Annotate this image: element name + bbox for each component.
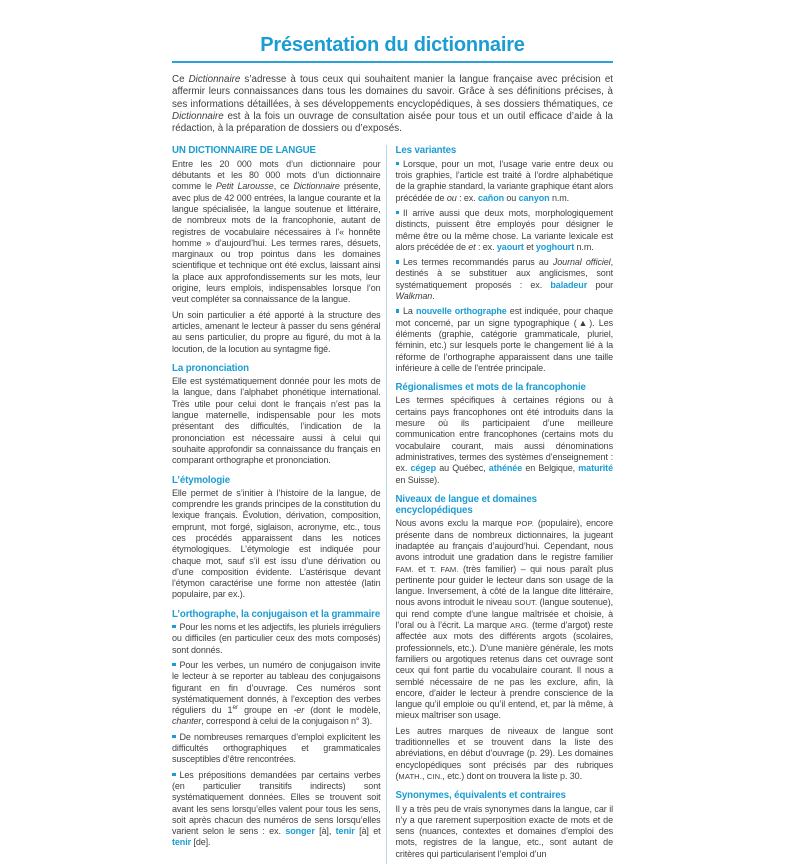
bullet-square-icon <box>172 735 176 739</box>
bullet-text: Les termes recommandés parus au Journal officiel, destinés à se substituer aux anglicismes, sont systématiquement proposés : ex. baladeur pour Walkman. <box>395 257 613 302</box>
bullet-text: Les prépositions demandées par certains verbes (en particulier transitifs indirects) sont systématiquement données. Elles se trouvent soit avant les sens lorsqu’elles valent pour tous les sens, soit après chacun des numéros de sens lorsqu’elles varient selon le sens : ex. songer [à], tenir [à] et tenir [de]. <box>172 769 381 848</box>
bullet-text: De nombreuses remarques d’emploi explicitent les difficultés orthographiques et grammaticales susceptibles d’être rencontrées. <box>172 731 381 765</box>
section-heading-regionalismes: Régionalismes et mots de la francophonie <box>395 382 586 394</box>
bullet-text: Pour les verbes, un numéro de conjugaison invite le lecteur à se reporter au tableau des conjugaisons figurant en fin d’ouvrage. Ces numéros sont systématiquement donnés, à l’exception des verbes réguliers du 1er groupe en -er (dont le modèle, chanter, correspond à celui de la conjugaison n° 3). <box>172 659 381 727</box>
paragraph: Elle permet de s’initier à l’histoire de la langue, de comprendre les grands principes de la constitution du lexique français. Évolution, dérivation, composition, emprunt, mot forgé, siglaison, acronyme, etc., tous ces procédés apparaissent dans les notices étymologiques. L’étymologie est indiquée pour chaque mot, sauf s’il est issu d’une dérivation ou d’une composition évidente. L’astérisque devant l’étymon caractérise une forme non attestée (latin populaire, par ex.). <box>172 487 381 600</box>
section-heading-etymologie: L’étymologie <box>172 474 231 486</box>
paragraph: Il y a très peu de vrais synonymes dans la langue, car il n’y a que rarement superposition exacte de mots et de sens (nuances, contextes et domaines d’emploi des mots, registres de la langue, etc., sont autant de critères qui particularisent l’emploi d’un <box>395 803 613 859</box>
left-column <box>172 145 381 864</box>
section-heading-un-dictionnaire-de-langue: UN DICTIONNAIRE DE LANGUE <box>172 145 316 157</box>
paragraph: Un soin particulier a été apporté à la structure des articles, amenant le lecteur à passer du sens général au sens particulier, du propre au figuré, du mot à la locution, de la locution au syntagme figé. <box>172 309 381 354</box>
page-title: Présentation du dictionnaire <box>172 34 613 63</box>
bullet-item <box>172 660 381 728</box>
bullet-square-icon <box>396 211 400 215</box>
bullet-text: Pour les noms et les adjectifs, les pluriels irréguliers ou difficiles (en particulier ceux des mots composés) sont donnés. <box>172 622 381 655</box>
paragraph: Nous avons exclu la marque POP. (populaire), encore présente dans de nombreux dictionnaires, la jugeant inadaptée au français d’aujourd’hui. Cependant, nous avons introduit une gradation dans le registre familier FAM. et T. FAM. (très familier) – qui nous paraît plus pertinente pour guider le lecteur dans son usage de la langue. Inversement, à côté de la langue dite littéraire, nous avons introduit le niveau SOUT. (langue soutenue), qui rend compte d’une langue maîtrisée et choisie, à l’oral ou à l’écrit. La marque ARG. (terme d’argot) reste affectée aux mots des différents argots (scolaires, professionnels, etc.). D’une manière générale, les mots familiers ou argotiques retenus dans cet ouvrage sont ceux qui font partie du vocabulaire courant. Il nous a semblé nécessaire de ne pas les exclure, afin, là encore, d’aider le lecteur à prendre conscience de la langue qu’il emploie ou qu’il entend, et, par là même, à mieux maîtriser son usage. <box>395 518 614 721</box>
bullet-square-icon <box>396 162 400 166</box>
bullet-item <box>396 257 613 302</box>
bullet-text: La nouvelle orthographe est indiquée, pour chaque mot concerné, par un signe typographique (▲). Les éléments (graphie, catégorie grammaticale, pluriel, féminin, etc.) sur lesquels porte le changement lié à la réforme de l’orthographe apparaissent dans une taille inférieure à celle de l’entrée principale. <box>395 306 614 373</box>
section-heading-orthographe: L’orthographe, la conjugaison et la grammaire <box>172 608 381 620</box>
bullet-item <box>172 622 381 656</box>
bullet-square-icon <box>172 663 176 667</box>
bullet-text: Il arrive aussi que deux mots, morphologiquement distincts, puissent être employés pour désigner le même être ou la même chose. La variante lexicale est alors précédée de et : ex. yaourt et yoghourt n.m. <box>395 207 613 252</box>
bullet-item <box>396 208 613 253</box>
bullet-square-icon <box>396 260 400 264</box>
section-heading-prononciation: La prononciation <box>172 362 249 374</box>
bullet-item <box>396 159 613 204</box>
section-heading-synonymes: Synonymes, équivalents et contraires <box>395 790 566 802</box>
paragraph: Entre les 20 000 mots d’un dictionnaire pour débutants et les 80 000 mots d’un dictionnaire comme le Petit Larousse, ce Dictionnaire présente, avec plus de 42 000 entrées, la langue courante et la langue spécialisée, la langue soutenue et littéraire, de nombreux mots de la francophonie, autant de registres de vocabulaire nécessaires à l’« honnête homme » d’aujourd’hui. Les termes rares, désuets, marginaux ou trop pointus dans les domaines scientifique et technique ont été exclus, laissant ainsi la place aux approfondissements sur les mots, leur origine, leurs emplois, indispensables lorsque l’on veut compléter sa connaissance de la langue. <box>172 158 381 305</box>
section-heading-niveaux-de-langue: Niveaux de langue et domaines encyclopédiques <box>395 493 537 517</box>
paragraph: Elle est systématiquement donnée pour les mots de la langue, dans l’alphabet phonétique international. Très utile pour celui dont le français n’est pas la langue maternelle, indispensable pour les mots présentant des difficultés, l’indication de la prononciation est nécessaire aussi à celui qui souhaite approfondir sa connaissance du français en comparant orthographe et prononciation. <box>172 376 381 466</box>
bullet-square-icon <box>172 773 176 777</box>
intro-paragraph: Ce Dictionnaire s’adresse à tous ceux qui souhaitent manier la langue française avec précision et affermir leurs connaissances dans tous les domaines du savoir. Grâce à ses définitions précises, à ses informations détaillées, à ses développements encyclopédiques, à ses dossiers thématiques, ce Dictionnaire est à la fois un ouvrage de consultation aisée pour tous et un outil efficace d’aide à la rédaction, à la préparation de dossiers ou d’exposés. <box>172 74 613 135</box>
right-column <box>386 145 613 864</box>
page-content <box>172 34 613 864</box>
bullet-item <box>172 732 381 766</box>
bullet-text: Lorsque, pour un mot, l’usage varie entre deux ou trois graphies, l’article est traité à l’ordre alphabétique de la graphie standard, la variante graphique étant alors précédée de ou : ex. cañon ou canyon n.m. <box>395 158 613 203</box>
bullet-square-icon <box>172 625 176 629</box>
section-heading-variantes: Les variantes <box>395 145 457 157</box>
two-column-layout <box>172 145 613 864</box>
paragraph: Les autres marques de niveaux de langue sont traditionnelles et se trouvent dans la liste des abréviations, en début d’ouvrage (p. 29). Les domaines encyclopédiques sont précisés par des rubriques (MATH., CIN., etc.) dont on trouvera la liste p. 30. <box>395 725 613 781</box>
bullet-item <box>172 770 381 849</box>
bullet-item <box>396 306 613 374</box>
paragraph: Les termes spécifiques à certaines régions ou à certains pays francophones ont été introduits dans la mesure où ils participaient d’une meilleure communication entre francophones (certains mots du vocabulaire courant, mais aussi dénominations administratives, termes des systèmes d’enseignement : ex. cégep au Québec, athénée en Belgique, maturité en Suisse). <box>395 395 613 485</box>
bullet-square-icon <box>396 309 400 313</box>
